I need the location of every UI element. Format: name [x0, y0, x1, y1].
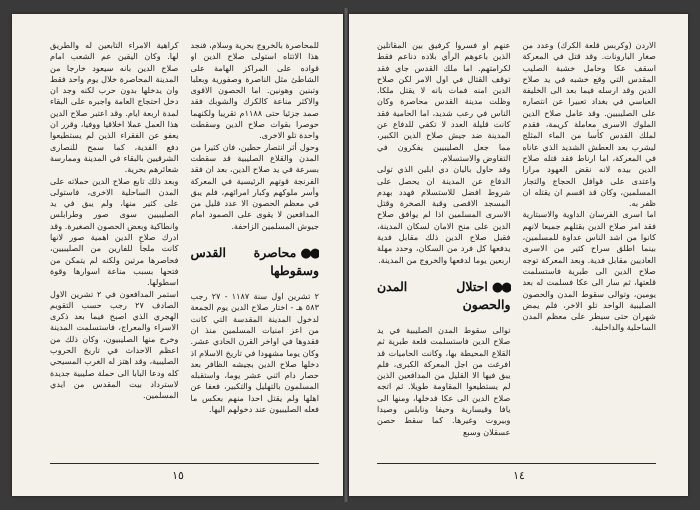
page-number: ١٤	[513, 469, 525, 482]
paragraph: عنهم او فسروا كرفيق بين المقاتلين الذين باعوهم الرأي بلاده دناعم فقط لكرامتهم. اما ملك القدس جاي فقد توقف القتال في اول الامر لكن صلاح الدين امنه فمات بانه لا يقتل ملكا. وظلت مدينة القدس محاصرة وكان الناس في رعب شديد، اما الحامية فقد كانت قليلة العدد لا تكفي للدفاع عن المدينة ضد جيش صلاح الدين الكبير، مما جعل الصليبيين يفكرون في التفاوض والاستسلام.	[377, 40, 511, 163]
paragraph: وبعد ذلك تابع صلاح الدين حملاته على المدن الساحلية الاخرى، فاستولى على كثير منها، ولم يبق في يد الصليبيين سوى صور وطرابلس وانطاكية وبعض الحصون الصغيرة. وقد ادرك صلاح الدين اهمية صور لانها كانت ملجأ للفارين من الصليبيين، فحاصرها مرتين ولكنه لم يتمكن من فتحها بسبب مناعة اسوارها وقوة اسطولها.	[50, 175, 179, 288]
footer-rule	[50, 463, 319, 464]
text-columns	[377, 40, 656, 456]
paragraph: كراهية الامراء التابعين له والطريق لها. وكان اليقين عم الشعب امام صلاح الدين بانه سيعود خارجا من المدينة المحاصرة خلال يوم واحد فقط وان يدخلها بدون حرب لكنه وجد ان دخل احتجاج العامة واجبره على البقاء لمدة اربعة ايام. وقد اعتبر صلاح الدين هذا العمل عملا اخلاقيا ووفيا، وقرر ان يعفو عن الفقراء الذين لم يستطيعوا دفع الفدية، كما سمح للنصارى الشرقيين بالبقاء في المدينة وممارسة شعائرهم بحرية.	[50, 40, 179, 175]
footer-rule	[377, 463, 656, 464]
section-heading-text: احتلال المدن والحصون	[377, 278, 511, 312]
paragraph: للمحاصرة بالخروج بحرية وسلام، فنجد هذا الاتتاه استولى صلاح الدين او قواده على المراكز الهامة على الشاطئ مثل الناصرة وصفورية وبعلبا وتبنين وهونين. اما الحصون الاقوى والاكثر مناعة كالكرك والشوبك فقد صمد جزئيا حتى ١١٨٨م تقريبا ولكنهما حوصرا بقوات صلاح الدين وسقطت واحدة تلو الاخرى.	[190, 40, 319, 141]
paragraph: اما اسرى الفرسان الداوية والاسبتارية فقد امر صلاح الدين بقتلهم جميعا لانهم كانوا من اشد الناس عداوة للمسلمين، بينما اطلق سراح كثير من الاسرى العاديين مقابل فدية. وبعد المعركة توجه صلاح الدين الى طبرية فاستسلمت قلعتها، ثم سار الى عكا فسلمت له بعد يومين، وتوالى سقوط المدن والحصون الصليبية الواحد تلو الاخر، فلم يمض شهران حتى سيطر على معظم المدن الساحلية والداخلية.	[522, 209, 656, 333]
page-number: ١٥	[172, 469, 184, 482]
column-right	[523, 40, 657, 456]
section-heading	[377, 278, 511, 313]
bullet-dots-icon: ●●	[491, 279, 511, 295]
column-left	[50, 40, 179, 456]
text-columns	[50, 40, 319, 456]
paragraph: وحول أثر انتصار حطين، فان كثيرا من المدن والقلاع الصليبية قد سقطت بسرعة في يد صلاح الدين، بعد ان فقد الفرنجة قوتهم الرئيسية في المعركة وأسر ملوكهم وكبار امرائهم، فلم يبق في معظم الحصون الا عدد قليل من المدافعين لا يقوى على الصمود امام جيوش المسلمين الزاحفة.	[190, 141, 319, 231]
paragraph: الاردن (وكربس قلعة الكرك) وعدد من صغار البارونات. وقد قتل في المعركة اسقف عكا وحامل خشبة الصليب المقدس التي وقع خشبه في يد صلاح الدين وقد ارسله فيما بعد الى الخليفة العباسي في بغداد تعبيرا عن انتصاره على الصليبيين. وقد عامل صلاح الدين الملوك الاسرى معاملة كريمة، فقدم لملك القدس كأسا من الماء المثلج ليشرب بعد العطش الشديد الذي عاناه في المعركة، اما ارناط فقد قتله صلاح الدين بيده لانه نقض العهود مرارا واعتدى على قوافل الحجاج والتجار المسلمين، وكان قد اقسم ان يقتله ان ظفر به.	[522, 40, 656, 209]
paragraph: ٢ تشرين اول سنة ١١٨٧ - ٢٧ رجب ٥٨٣ هـ - اختار صلاح الدين يوم الجمعة لدخول المدينة المقدسة التي كانت من اعز امنيات المسلمين منذ ان فقدوها في اواخر القرن الحادي عشر. وكان يوما مشهودا في تاريخ الاسلام اذ دخلها صلاح الدين بجيشه الظافر بعد حصار دام اثني عشر يوما، واستقبله المسلمون بالتهليل والتكبير، فعفا عن اهلها ولم يقتل احدا منهم بعكس ما فعله الصليبيون عند دخولهم اليها.	[190, 291, 319, 415]
column-left	[377, 40, 511, 456]
paragraph: وقد حاول باليان دي ابلين الذي تولى الدفاع عن المدينة ان يحصل على شروط افضل للاستسلام فهدد بهدم المسجد الاقصى وقبة الصخرة وقتل الاسرى المسلمين اذا لم يوافق صلاح الدين على منح الامان لسكان المدينة، فقبل صلاح الدين ذلك مقابل فدية يدفعها كل فرد من السكان، وحدد مهلة اربعين يوما لدفعها والخروج من المدينة.	[377, 164, 511, 265]
section-heading	[191, 244, 320, 279]
paragraph: استمر المدافعون في ٢ تشرين الاول الصادف ٢٧ رجب حسب التقويم الهجري الذي اصبح فيما بعد ذكرى الاسراء والمعراج، فاستسلمت المدينة وخرج منها الصليبيون، وكان ذلك من اعظم الاحداث في تاريخ الحروب الصليبية، وقد اهتز له الغرب المسيحي كله ودعا البابا الى حملة صليبية جديدة لاسترداد بيت المقدس من ايدي المسلمين.	[50, 288, 179, 401]
page-right	[349, 14, 688, 496]
column-right	[191, 40, 320, 456]
section-heading-text: محاصرة القدس وسقوطها	[190, 245, 319, 279]
paragraph: توالى سقوط المدن الصليبية في يد صلاح الدين فاستسلمت قلعة طبرية ثم القلاع المحيطة بها، وكانت الحاميات قد افرغت من اجل المعركة الكبرى، فلم يبق فيها الا القليل من المدافعين الذين لم يستطيعوا المقاومة طويلا. ثم اتجه صلاح الدين الى عكا فدخلها، ومنها الى يافا وقيسارية وحيفا ونابلس وصيدا وبيروت وغيرها. كما سقط حصن عسقلان وسبع	[377, 324, 511, 437]
bullet-dots-icon: ●●	[300, 246, 319, 262]
page-left	[12, 14, 343, 496]
